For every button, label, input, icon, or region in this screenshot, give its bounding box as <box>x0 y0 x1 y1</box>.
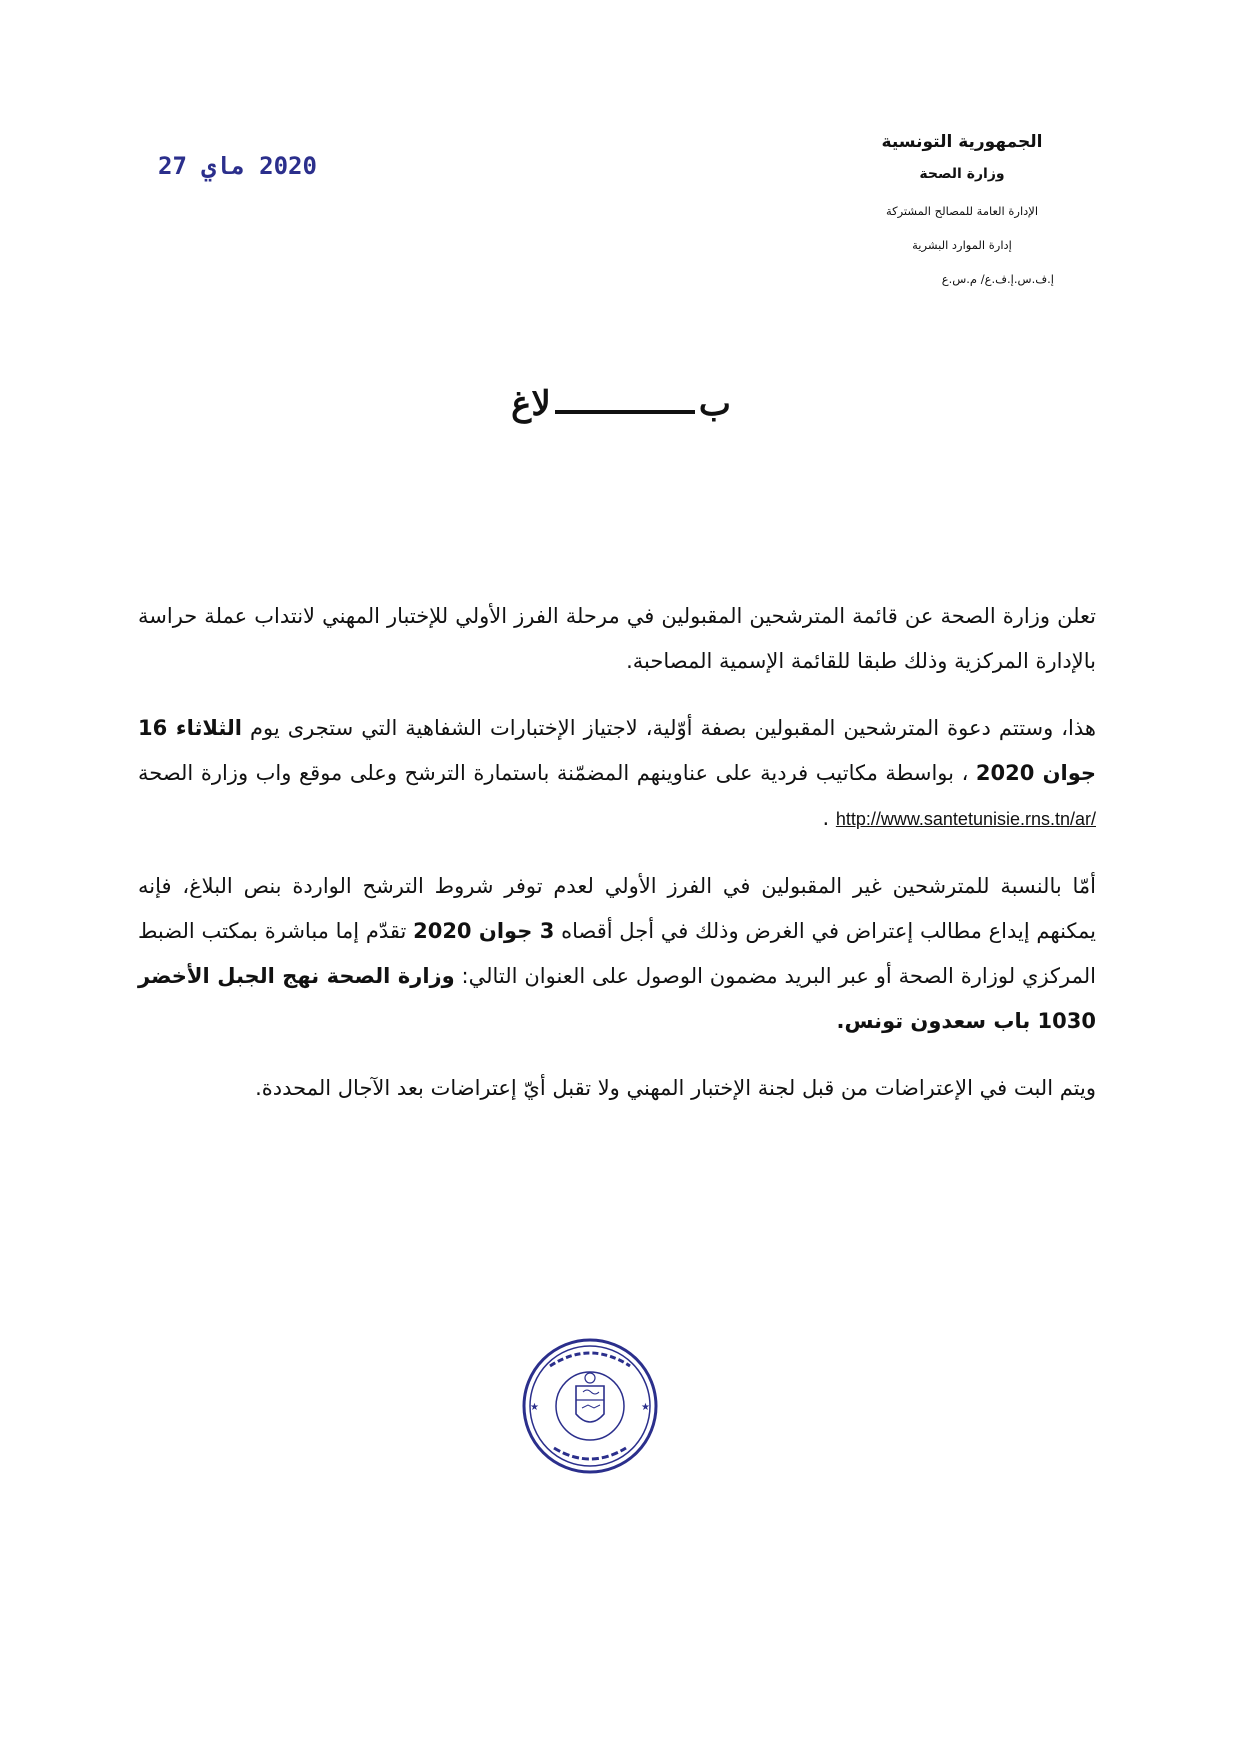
title-rest: لاغ <box>511 384 551 424</box>
paragraph-1 <box>138 594 1096 684</box>
paragraph-2 <box>138 706 1096 842</box>
paragraph-3 <box>138 864 1096 1044</box>
paragraph-2-text-a: هذا، وستتم دعوة المترشحين المقبولين بصفة أوّلية، لاجتياز الإختبارات الشفاهية التي ستجرى يوم <box>241 716 1096 740</box>
date-stamp: 2020 ماي 27 <box>158 152 317 180</box>
paragraph-3-deadline: 3 جوان 2020 <box>413 919 555 943</box>
paragraph-2-text-c: . <box>822 806 836 830</box>
reference-code: إ.ف.س.إ.ف.ع/ م.س.ع <box>941 272 1054 286</box>
ministry-seal-stamp <box>520 1336 660 1476</box>
ministry-website-link[interactable]: http://www.santetunisie.rns.tn/ar/ <box>835 809 1096 829</box>
svg-text:★: ★ <box>641 1402 650 1413</box>
paragraph-2-text-b: ، بواسطة مكاتيب فردية على عناوينهم المضمّنة باستمارة الترشح وعلى موقع واب وزارة الصحة <box>138 761 976 785</box>
title-first-letter: ب <box>698 384 731 424</box>
paragraph-4 <box>138 1066 1096 1111</box>
paragraph-1-text: تعلن وزارة الصحة عن قائمة المترشحين المقبولين في مرحلة الفرز الأولي للإختبار المهني لانتداب عملة حراسة بالإدارة المركزية وذلك طبقا للقائمة الإسمية المصاحبة. <box>138 604 1096 673</box>
republic-name: الجمهورية التونسية <box>881 132 1043 152</box>
paragraph-3-text-b: تقدّم إما مباشرة بمكتب الضبط المركزي لوزارة الصحة أو عبر البريد مضمون الوصول على العنوان التالي: <box>138 919 1096 988</box>
general-directorate: الإدارة العامة للمصالح المشتركة <box>885 204 1039 218</box>
paragraph-4-text: ويتم البت في الإعتراضات من قبل لجنة الإختبار المهني ولا تقبل أيّ إعتراضات بعد الآجال المحددة. <box>255 1076 1096 1100</box>
hr-directorate: إدارة الموارد البشرية <box>912 238 1012 252</box>
document-body <box>138 594 1096 1133</box>
title-kashida <box>555 410 695 414</box>
letterhead <box>832 132 1092 286</box>
ministry-name: وزارة الصحة <box>919 166 1005 182</box>
paragraph-2-date: الثلاثاء 16 جوان 2020 <box>138 716 1097 785</box>
paragraph-3-address: وزارة الصحة نهج الجبل الأخضر 1030 باب سعدون تونس. <box>138 964 1096 1033</box>
svg-text:★: ★ <box>530 1402 539 1413</box>
paragraph-3-text-a: أمّا بالنسبة للمترشحين غير المقبولين في الفرز الأولي لعدم توفر شروط الترشح الواردة بنص البلاغ، فإنه يمكنهم إيداع مطالب إعتراض في الغرض وذلك في أجل أقصاه <box>138 874 1096 943</box>
document-title <box>0 384 1242 424</box>
